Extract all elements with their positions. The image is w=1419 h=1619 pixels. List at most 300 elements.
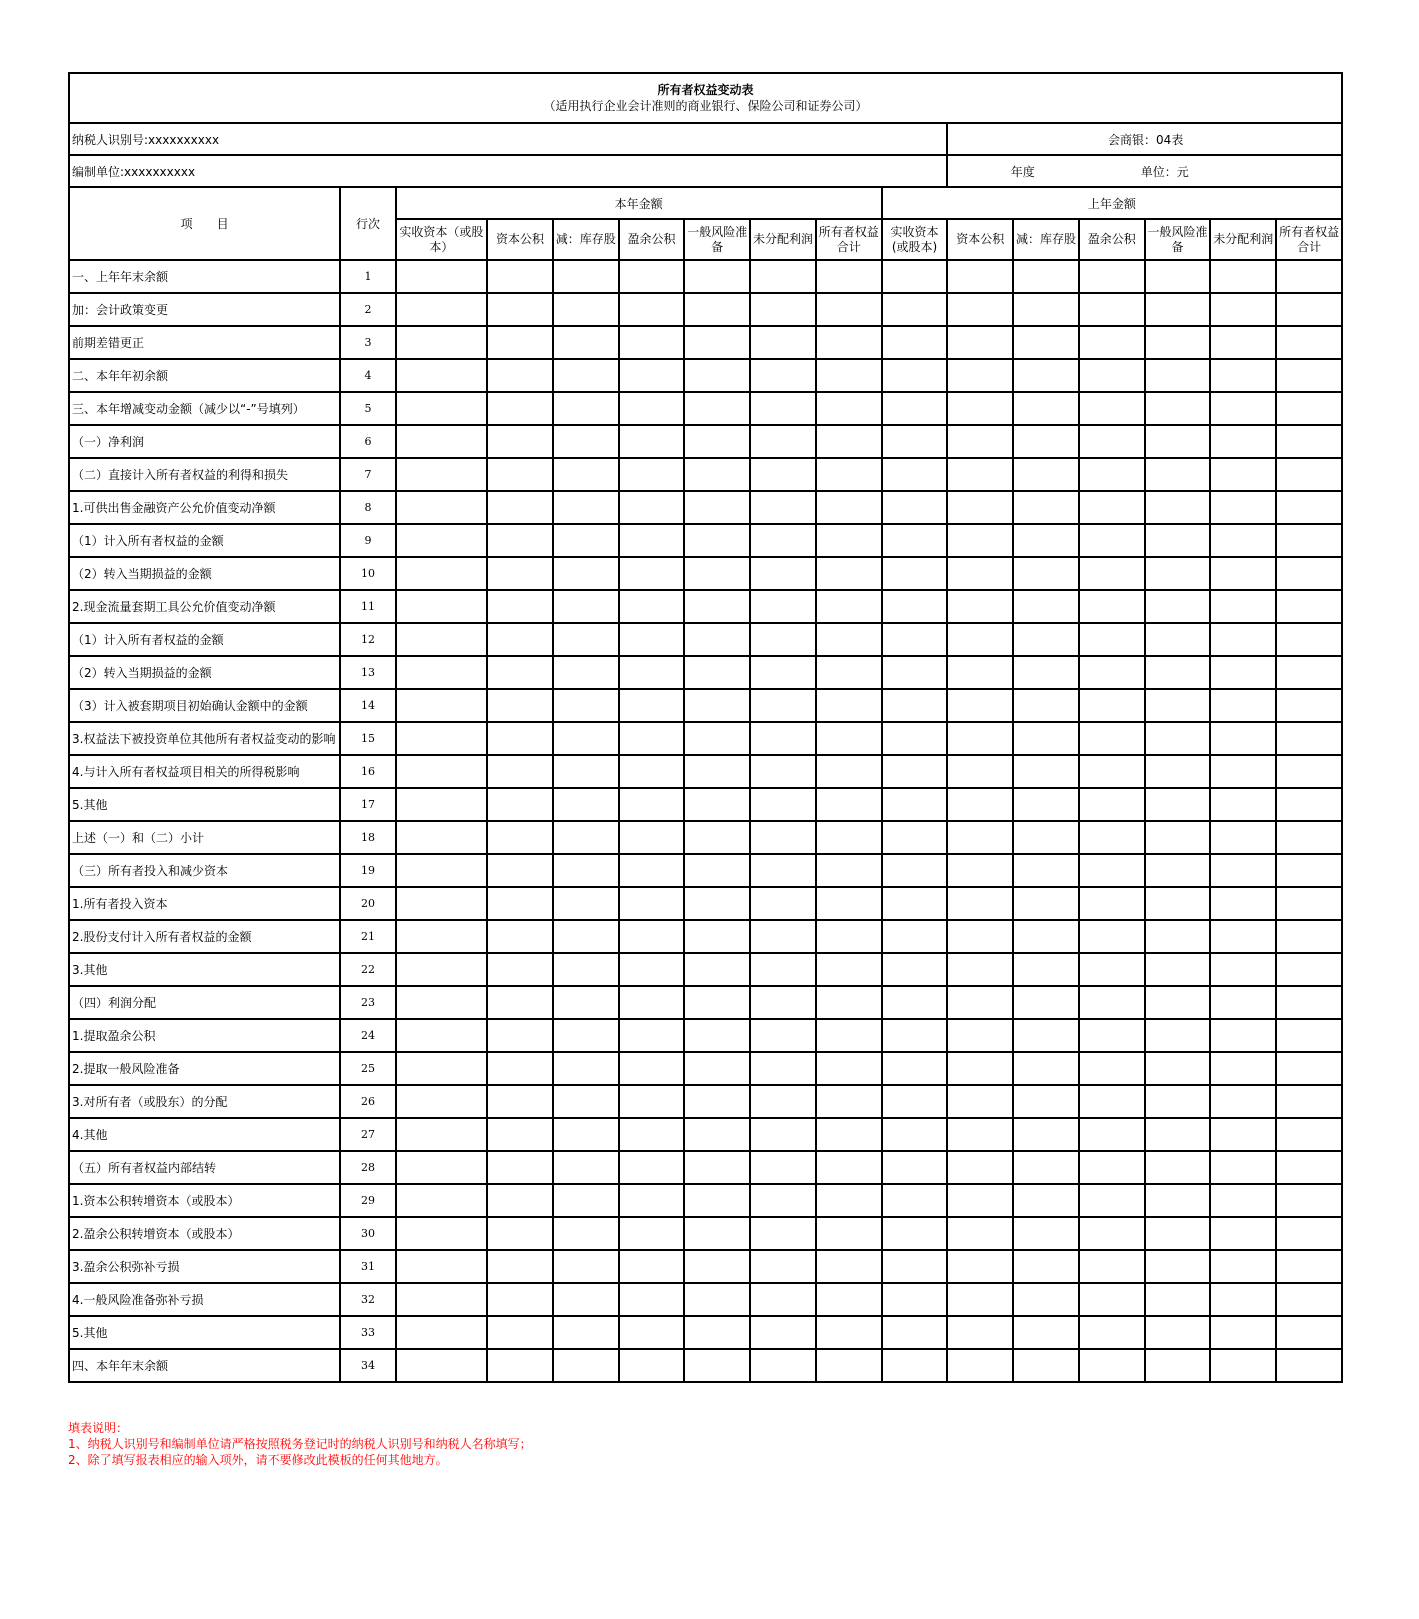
current-amount-input[interactable]	[396, 689, 487, 722]
current-amount-input[interactable]	[750, 755, 816, 788]
current-amount-input[interactable]	[684, 656, 750, 689]
previous-amount-input[interactable]	[1013, 1250, 1079, 1283]
current-amount-input[interactable]	[487, 986, 553, 1019]
previous-amount-input[interactable]	[882, 623, 948, 656]
previous-amount-input[interactable]	[882, 260, 948, 293]
previous-amount-input[interactable]	[882, 590, 948, 623]
current-amount-input[interactable]	[816, 524, 882, 557]
previous-amount-input[interactable]	[1210, 359, 1276, 392]
current-amount-input[interactable]	[487, 1052, 553, 1085]
current-amount-input[interactable]	[553, 656, 619, 689]
current-amount-input[interactable]	[684, 755, 750, 788]
current-amount-input[interactable]	[396, 458, 487, 491]
current-amount-input[interactable]	[619, 1052, 685, 1085]
current-amount-input[interactable]	[396, 623, 487, 656]
current-amount-input[interactable]	[553, 1283, 619, 1316]
previous-amount-input[interactable]	[1276, 689, 1342, 722]
previous-amount-input[interactable]	[947, 491, 1013, 524]
current-amount-input[interactable]	[684, 359, 750, 392]
current-amount-input[interactable]	[619, 788, 685, 821]
current-amount-input[interactable]	[750, 1283, 816, 1316]
previous-amount-input[interactable]	[947, 590, 1013, 623]
current-amount-input[interactable]	[553, 590, 619, 623]
current-amount-input[interactable]	[487, 1283, 553, 1316]
current-amount-input[interactable]	[816, 392, 882, 425]
current-amount-input[interactable]	[487, 788, 553, 821]
current-amount-input[interactable]	[750, 986, 816, 1019]
previous-amount-input[interactable]	[1145, 887, 1211, 920]
previous-amount-input[interactable]	[947, 1118, 1013, 1151]
previous-amount-input[interactable]	[1276, 1349, 1342, 1382]
previous-amount-input[interactable]	[947, 524, 1013, 557]
current-amount-input[interactable]	[553, 986, 619, 1019]
current-amount-input[interactable]	[816, 1349, 882, 1382]
current-amount-input[interactable]	[396, 854, 487, 887]
current-amount-input[interactable]	[619, 590, 685, 623]
previous-amount-input[interactable]	[882, 1085, 948, 1118]
current-amount-input[interactable]	[619, 722, 685, 755]
previous-amount-input[interactable]	[1079, 821, 1145, 854]
current-amount-input[interactable]	[816, 557, 882, 590]
current-amount-input[interactable]	[487, 524, 553, 557]
current-amount-input[interactable]	[487, 491, 553, 524]
current-amount-input[interactable]	[553, 458, 619, 491]
previous-amount-input[interactable]	[1145, 656, 1211, 689]
previous-amount-input[interactable]	[1210, 1283, 1276, 1316]
previous-amount-input[interactable]	[1145, 1349, 1211, 1382]
previous-amount-input[interactable]	[947, 392, 1013, 425]
previous-amount-input[interactable]	[1210, 689, 1276, 722]
current-amount-input[interactable]	[553, 260, 619, 293]
current-amount-input[interactable]	[684, 1349, 750, 1382]
previous-amount-input[interactable]	[1013, 1184, 1079, 1217]
current-amount-input[interactable]	[750, 293, 816, 326]
previous-amount-input[interactable]	[1276, 986, 1342, 1019]
current-amount-input[interactable]	[396, 821, 487, 854]
previous-amount-input[interactable]	[1013, 524, 1079, 557]
previous-amount-input[interactable]	[1276, 821, 1342, 854]
current-amount-input[interactable]	[750, 359, 816, 392]
previous-amount-input[interactable]	[1145, 1019, 1211, 1052]
current-amount-input[interactable]	[816, 821, 882, 854]
current-amount-input[interactable]	[816, 755, 882, 788]
current-amount-input[interactable]	[750, 557, 816, 590]
current-amount-input[interactable]	[619, 656, 685, 689]
current-amount-input[interactable]	[487, 953, 553, 986]
previous-amount-input[interactable]	[1079, 1316, 1145, 1349]
previous-amount-input[interactable]	[882, 887, 948, 920]
previous-amount-input[interactable]	[947, 326, 1013, 359]
previous-amount-input[interactable]	[1210, 1184, 1276, 1217]
current-amount-input[interactable]	[619, 986, 685, 1019]
current-amount-input[interactable]	[684, 854, 750, 887]
current-amount-input[interactable]	[750, 1085, 816, 1118]
current-amount-input[interactable]	[487, 722, 553, 755]
previous-amount-input[interactable]	[1079, 458, 1145, 491]
previous-amount-input[interactable]	[1276, 854, 1342, 887]
previous-amount-input[interactable]	[1013, 821, 1079, 854]
previous-amount-input[interactable]	[1079, 1184, 1145, 1217]
previous-amount-input[interactable]	[1079, 293, 1145, 326]
previous-amount-input[interactable]	[1013, 1217, 1079, 1250]
previous-amount-input[interactable]	[947, 1019, 1013, 1052]
current-amount-input[interactable]	[816, 1118, 882, 1151]
previous-amount-input[interactable]	[1079, 1151, 1145, 1184]
previous-amount-input[interactable]	[1145, 590, 1211, 623]
previous-amount-input[interactable]	[1276, 1250, 1342, 1283]
current-amount-input[interactable]	[396, 425, 487, 458]
previous-amount-input[interactable]	[1079, 590, 1145, 623]
previous-amount-input[interactable]	[1079, 524, 1145, 557]
current-amount-input[interactable]	[750, 425, 816, 458]
current-amount-input[interactable]	[816, 1316, 882, 1349]
current-amount-input[interactable]	[816, 1052, 882, 1085]
current-amount-input[interactable]	[684, 260, 750, 293]
previous-amount-input[interactable]	[1013, 491, 1079, 524]
previous-amount-input[interactable]	[1079, 1349, 1145, 1382]
current-amount-input[interactable]	[816, 986, 882, 1019]
current-amount-input[interactable]	[816, 1085, 882, 1118]
previous-amount-input[interactable]	[1013, 722, 1079, 755]
current-amount-input[interactable]	[487, 425, 553, 458]
current-amount-input[interactable]	[619, 491, 685, 524]
previous-amount-input[interactable]	[1079, 392, 1145, 425]
current-amount-input[interactable]	[619, 524, 685, 557]
current-amount-input[interactable]	[619, 326, 685, 359]
current-amount-input[interactable]	[553, 1019, 619, 1052]
current-amount-input[interactable]	[487, 1349, 553, 1382]
previous-amount-input[interactable]	[1210, 1052, 1276, 1085]
previous-amount-input[interactable]	[1276, 491, 1342, 524]
current-amount-input[interactable]	[750, 1316, 816, 1349]
previous-amount-input[interactable]	[1079, 1250, 1145, 1283]
current-amount-input[interactable]	[396, 722, 487, 755]
current-amount-input[interactable]	[396, 1316, 487, 1349]
previous-amount-input[interactable]	[1145, 854, 1211, 887]
previous-amount-input[interactable]	[1013, 623, 1079, 656]
current-amount-input[interactable]	[396, 986, 487, 1019]
previous-amount-input[interactable]	[1145, 623, 1211, 656]
previous-amount-input[interactable]	[1145, 1283, 1211, 1316]
previous-amount-input[interactable]	[1276, 887, 1342, 920]
previous-amount-input[interactable]	[882, 1349, 948, 1382]
current-amount-input[interactable]	[816, 656, 882, 689]
previous-amount-input[interactable]	[1145, 425, 1211, 458]
current-amount-input[interactable]	[684, 1184, 750, 1217]
previous-amount-input[interactable]	[1013, 656, 1079, 689]
previous-amount-input[interactable]	[1145, 260, 1211, 293]
current-amount-input[interactable]	[816, 854, 882, 887]
current-amount-input[interactable]	[619, 293, 685, 326]
previous-amount-input[interactable]	[947, 788, 1013, 821]
previous-amount-input[interactable]	[1013, 986, 1079, 1019]
current-amount-input[interactable]	[750, 1349, 816, 1382]
current-amount-input[interactable]	[553, 854, 619, 887]
current-amount-input[interactable]	[487, 326, 553, 359]
previous-amount-input[interactable]	[1079, 953, 1145, 986]
current-amount-input[interactable]	[750, 1019, 816, 1052]
previous-amount-input[interactable]	[1276, 1118, 1342, 1151]
previous-amount-input[interactable]	[947, 1316, 1013, 1349]
current-amount-input[interactable]	[487, 755, 553, 788]
current-amount-input[interactable]	[553, 755, 619, 788]
current-amount-input[interactable]	[619, 359, 685, 392]
current-amount-input[interactable]	[396, 293, 487, 326]
current-amount-input[interactable]	[816, 326, 882, 359]
previous-amount-input[interactable]	[947, 458, 1013, 491]
current-amount-input[interactable]	[396, 788, 487, 821]
current-amount-input[interactable]	[684, 722, 750, 755]
current-amount-input[interactable]	[619, 887, 685, 920]
previous-amount-input[interactable]	[882, 1052, 948, 1085]
current-amount-input[interactable]	[684, 953, 750, 986]
previous-amount-input[interactable]	[1145, 458, 1211, 491]
previous-amount-input[interactable]	[1145, 1085, 1211, 1118]
previous-amount-input[interactable]	[1210, 392, 1276, 425]
current-amount-input[interactable]	[487, 1184, 553, 1217]
previous-amount-input[interactable]	[1210, 821, 1276, 854]
previous-amount-input[interactable]	[1145, 1250, 1211, 1283]
previous-amount-input[interactable]	[947, 1283, 1013, 1316]
previous-amount-input[interactable]	[882, 1019, 948, 1052]
previous-amount-input[interactable]	[1079, 623, 1145, 656]
current-amount-input[interactable]	[553, 392, 619, 425]
current-amount-input[interactable]	[553, 1316, 619, 1349]
previous-amount-input[interactable]	[1013, 920, 1079, 953]
previous-amount-input[interactable]	[947, 986, 1013, 1019]
current-amount-input[interactable]	[684, 1019, 750, 1052]
current-amount-input[interactable]	[816, 260, 882, 293]
previous-amount-input[interactable]	[1210, 722, 1276, 755]
current-amount-input[interactable]	[553, 1250, 619, 1283]
previous-amount-input[interactable]	[1079, 788, 1145, 821]
previous-amount-input[interactable]	[947, 1151, 1013, 1184]
previous-amount-input[interactable]	[882, 491, 948, 524]
current-amount-input[interactable]	[396, 755, 487, 788]
current-amount-input[interactable]	[619, 1184, 685, 1217]
current-amount-input[interactable]	[396, 1349, 487, 1382]
current-amount-input[interactable]	[553, 359, 619, 392]
previous-amount-input[interactable]	[1210, 623, 1276, 656]
previous-amount-input[interactable]	[1210, 755, 1276, 788]
current-amount-input[interactable]	[750, 491, 816, 524]
current-amount-input[interactable]	[816, 1217, 882, 1250]
current-amount-input[interactable]	[487, 656, 553, 689]
previous-amount-input[interactable]	[1276, 920, 1342, 953]
current-amount-input[interactable]	[396, 1052, 487, 1085]
current-amount-input[interactable]	[619, 821, 685, 854]
current-amount-input[interactable]	[816, 887, 882, 920]
current-amount-input[interactable]	[816, 293, 882, 326]
previous-amount-input[interactable]	[1145, 1052, 1211, 1085]
current-amount-input[interactable]	[684, 326, 750, 359]
previous-amount-input[interactable]	[947, 557, 1013, 590]
previous-amount-input[interactable]	[1079, 1019, 1145, 1052]
current-amount-input[interactable]	[487, 590, 553, 623]
previous-amount-input[interactable]	[1276, 1217, 1342, 1250]
previous-amount-input[interactable]	[1210, 557, 1276, 590]
previous-amount-input[interactable]	[1276, 755, 1342, 788]
current-amount-input[interactable]	[396, 1250, 487, 1283]
previous-amount-input[interactable]	[1210, 1019, 1276, 1052]
current-amount-input[interactable]	[684, 557, 750, 590]
current-amount-input[interactable]	[684, 920, 750, 953]
current-amount-input[interactable]	[487, 392, 553, 425]
previous-amount-input[interactable]	[1013, 392, 1079, 425]
previous-amount-input[interactable]	[1079, 689, 1145, 722]
previous-amount-input[interactable]	[1145, 788, 1211, 821]
previous-amount-input[interactable]	[1276, 1184, 1342, 1217]
current-amount-input[interactable]	[487, 260, 553, 293]
previous-amount-input[interactable]	[1210, 920, 1276, 953]
previous-amount-input[interactable]	[1276, 425, 1342, 458]
previous-amount-input[interactable]	[1210, 656, 1276, 689]
previous-amount-input[interactable]	[882, 722, 948, 755]
previous-amount-input[interactable]	[1276, 1019, 1342, 1052]
current-amount-input[interactable]	[750, 260, 816, 293]
current-amount-input[interactable]	[553, 788, 619, 821]
previous-amount-input[interactable]	[1079, 260, 1145, 293]
previous-amount-input[interactable]	[1276, 722, 1342, 755]
previous-amount-input[interactable]	[882, 1151, 948, 1184]
previous-amount-input[interactable]	[1013, 557, 1079, 590]
current-amount-input[interactable]	[487, 854, 553, 887]
current-amount-input[interactable]	[487, 1316, 553, 1349]
current-amount-input[interactable]	[750, 887, 816, 920]
current-amount-input[interactable]	[816, 689, 882, 722]
previous-amount-input[interactable]	[1145, 491, 1211, 524]
current-amount-input[interactable]	[553, 1217, 619, 1250]
previous-amount-input[interactable]	[1013, 425, 1079, 458]
current-amount-input[interactable]	[487, 1019, 553, 1052]
previous-amount-input[interactable]	[1013, 1019, 1079, 1052]
previous-amount-input[interactable]	[1276, 458, 1342, 491]
previous-amount-input[interactable]	[1013, 326, 1079, 359]
current-amount-input[interactable]	[553, 293, 619, 326]
previous-amount-input[interactable]	[947, 821, 1013, 854]
previous-amount-input[interactable]	[1145, 524, 1211, 557]
previous-amount-input[interactable]	[1079, 920, 1145, 953]
current-amount-input[interactable]	[553, 821, 619, 854]
current-amount-input[interactable]	[619, 557, 685, 590]
current-amount-input[interactable]	[396, 1085, 487, 1118]
current-amount-input[interactable]	[619, 1019, 685, 1052]
previous-amount-input[interactable]	[1013, 359, 1079, 392]
previous-amount-input[interactable]	[1079, 656, 1145, 689]
current-amount-input[interactable]	[396, 1019, 487, 1052]
current-amount-input[interactable]	[396, 392, 487, 425]
previous-amount-input[interactable]	[1079, 854, 1145, 887]
previous-amount-input[interactable]	[1276, 524, 1342, 557]
previous-amount-input[interactable]	[1013, 887, 1079, 920]
current-amount-input[interactable]	[684, 1316, 750, 1349]
previous-amount-input[interactable]	[1013, 788, 1079, 821]
previous-amount-input[interactable]	[1210, 986, 1276, 1019]
current-amount-input[interactable]	[684, 1217, 750, 1250]
current-amount-input[interactable]	[553, 920, 619, 953]
previous-amount-input[interactable]	[882, 920, 948, 953]
current-amount-input[interactable]	[487, 887, 553, 920]
previous-amount-input[interactable]	[1145, 392, 1211, 425]
previous-amount-input[interactable]	[1210, 260, 1276, 293]
org-field[interactable]: 编制单位:xxxxxxxxxx	[69, 155, 947, 187]
previous-amount-input[interactable]	[1079, 425, 1145, 458]
previous-amount-input[interactable]	[1013, 1151, 1079, 1184]
current-amount-input[interactable]	[684, 788, 750, 821]
previous-amount-input[interactable]	[1079, 1052, 1145, 1085]
previous-amount-input[interactable]	[947, 359, 1013, 392]
previous-amount-input[interactable]	[1276, 1052, 1342, 1085]
previous-amount-input[interactable]	[1145, 293, 1211, 326]
previous-amount-input[interactable]	[1210, 458, 1276, 491]
current-amount-input[interactable]	[396, 1118, 487, 1151]
current-amount-input[interactable]	[684, 293, 750, 326]
previous-amount-input[interactable]	[1210, 1349, 1276, 1382]
previous-amount-input[interactable]	[882, 755, 948, 788]
current-amount-input[interactable]	[750, 1184, 816, 1217]
current-amount-input[interactable]	[684, 623, 750, 656]
current-amount-input[interactable]	[619, 623, 685, 656]
previous-amount-input[interactable]	[1145, 986, 1211, 1019]
previous-amount-input[interactable]	[947, 920, 1013, 953]
previous-amount-input[interactable]	[947, 1085, 1013, 1118]
previous-amount-input[interactable]	[1013, 1316, 1079, 1349]
previous-amount-input[interactable]	[1145, 557, 1211, 590]
current-amount-input[interactable]	[750, 326, 816, 359]
current-amount-input[interactable]	[684, 392, 750, 425]
current-amount-input[interactable]	[619, 1217, 685, 1250]
current-amount-input[interactable]	[816, 1184, 882, 1217]
current-amount-input[interactable]	[750, 524, 816, 557]
previous-amount-input[interactable]	[1276, 1151, 1342, 1184]
current-amount-input[interactable]	[396, 491, 487, 524]
current-amount-input[interactable]	[396, 326, 487, 359]
current-amount-input[interactable]	[619, 854, 685, 887]
previous-amount-input[interactable]	[1013, 1085, 1079, 1118]
previous-amount-input[interactable]	[1013, 854, 1079, 887]
current-amount-input[interactable]	[684, 986, 750, 1019]
current-amount-input[interactable]	[487, 293, 553, 326]
current-amount-input[interactable]	[684, 1118, 750, 1151]
current-amount-input[interactable]	[619, 425, 685, 458]
current-amount-input[interactable]	[816, 953, 882, 986]
current-amount-input[interactable]	[750, 623, 816, 656]
current-amount-input[interactable]	[750, 590, 816, 623]
previous-amount-input[interactable]	[1276, 557, 1342, 590]
current-amount-input[interactable]	[619, 689, 685, 722]
previous-amount-input[interactable]	[882, 986, 948, 1019]
current-amount-input[interactable]	[396, 953, 487, 986]
current-amount-input[interactable]	[750, 1052, 816, 1085]
current-amount-input[interactable]	[553, 1184, 619, 1217]
previous-amount-input[interactable]	[1145, 722, 1211, 755]
current-amount-input[interactable]	[487, 1085, 553, 1118]
current-amount-input[interactable]	[487, 689, 553, 722]
previous-amount-input[interactable]	[882, 293, 948, 326]
previous-amount-input[interactable]	[1013, 1118, 1079, 1151]
previous-amount-input[interactable]	[1079, 722, 1145, 755]
current-amount-input[interactable]	[750, 788, 816, 821]
previous-amount-input[interactable]	[1210, 590, 1276, 623]
previous-amount-input[interactable]	[1145, 1316, 1211, 1349]
current-amount-input[interactable]	[816, 1250, 882, 1283]
current-amount-input[interactable]	[816, 920, 882, 953]
previous-amount-input[interactable]	[1210, 293, 1276, 326]
current-amount-input[interactable]	[553, 425, 619, 458]
previous-amount-input[interactable]	[1013, 755, 1079, 788]
current-amount-input[interactable]	[487, 1250, 553, 1283]
current-amount-input[interactable]	[487, 1118, 553, 1151]
